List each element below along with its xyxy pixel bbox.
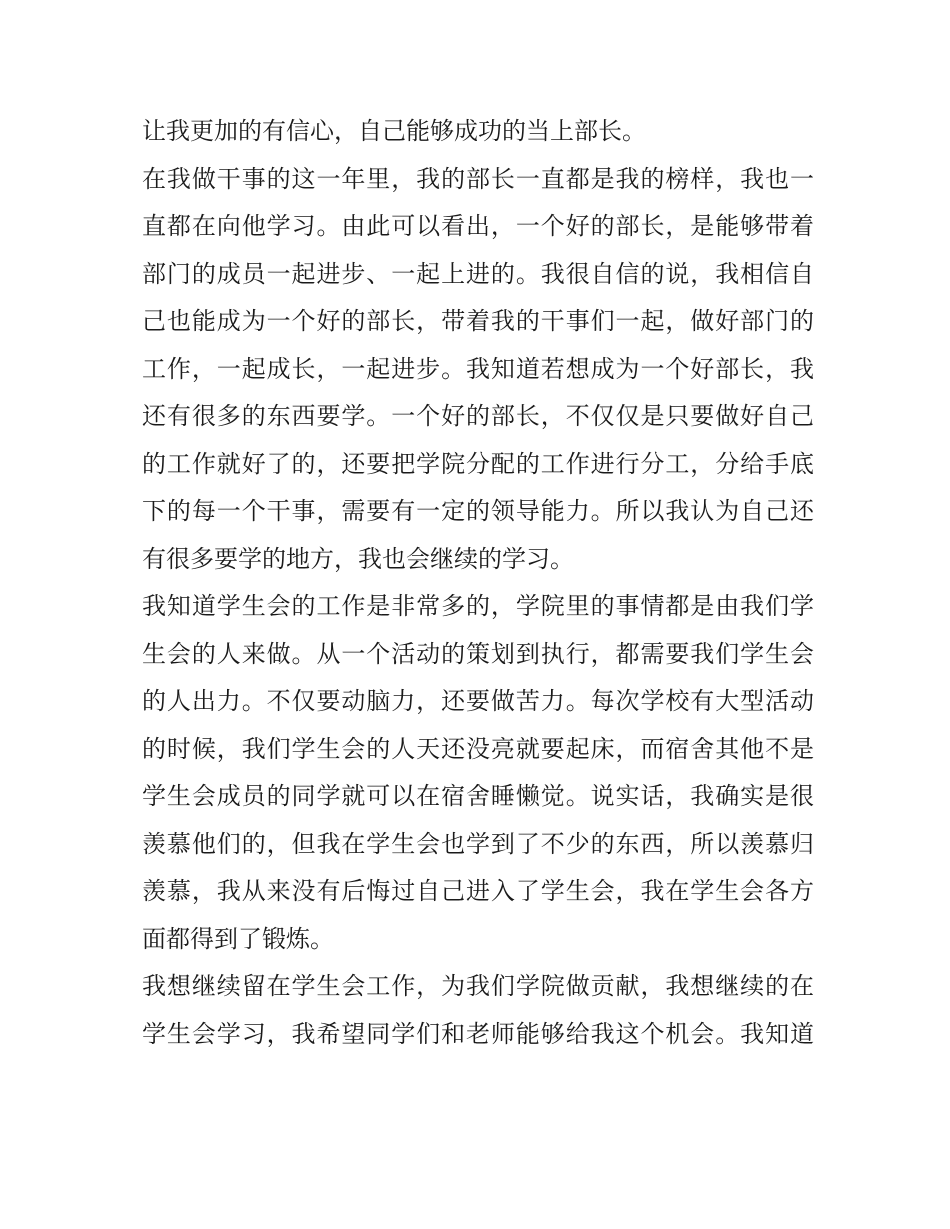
text-line: 学生会成员的同学就可以在宿舍睡懒觉。说实话，我确实是很 [142, 782, 814, 810]
text-line: 生会的人来做。从一个活动的策划到执行，都需要我们学生会 [142, 639, 814, 668]
text-line: 面都得到了锻炼。 [142, 924, 334, 953]
text-line: 羡慕，我从来没有后悔过自己进入了学生会，我在学生会各方 [142, 877, 814, 905]
text-line: 羡慕他们的，但我在学生会也学到了不少的东西，所以羡慕归 [142, 829, 814, 858]
text-line: 还有很多的东西要学。一个好的部长，不仅仅是只要做好自己 [142, 402, 814, 430]
text-line: 部门的成员一起进步、一起上进的。我很自信的说，我相信自 [142, 259, 814, 288]
text-line: 直都在向他学习。由此可以看出，一个好的部长，是能够带着 [142, 212, 814, 240]
text-line: 在我做干事的这一年里，我的部长一直都是我的榜样，我也一 [142, 164, 814, 193]
text-line: 学生会学习，我希望同学们和老师能够给我这个机会。我知道 [142, 1019, 814, 1048]
paragraph-4 [142, 963, 814, 1058]
paragraph-1 [142, 108, 814, 156]
text-line: 让我更加的有信心，自己能够成功的当上部长。 [142, 117, 646, 145]
text-line: 的工作就好了的，还要把学院分配的工作进行分工，分给手底 [142, 449, 814, 478]
text-line: 己也能成为一个好的部长，带着我的干事们一起，做好部门的 [142, 307, 814, 335]
document-body [142, 108, 814, 1058]
text-line: 工作，一起成长，一起进步。我知道若想成为一个好部长，我 [142, 354, 814, 383]
text-line: 的人出力。不仅要动脑力，还要做苦力。每次学校有大型活动 [142, 687, 814, 715]
text-line: 有很多要学的地方，我也会继续的学习。 [142, 544, 574, 573]
paragraph-3 [142, 583, 814, 963]
paragraph-2 [142, 156, 814, 584]
text-line: 下的每一个干事，需要有一定的领导能力。所以我认为自己还 [142, 497, 814, 525]
text-line: 的时候，我们学生会的人天还没亮就要起床，而宿舍其他不是 [142, 734, 814, 763]
text-line: 我想继续留在学生会工作，为我们学院做贡献，我想继续的在 [142, 972, 814, 1000]
text-line: 我知道学生会的工作是非常多的，学院里的事情都是由我们学 [142, 592, 814, 620]
